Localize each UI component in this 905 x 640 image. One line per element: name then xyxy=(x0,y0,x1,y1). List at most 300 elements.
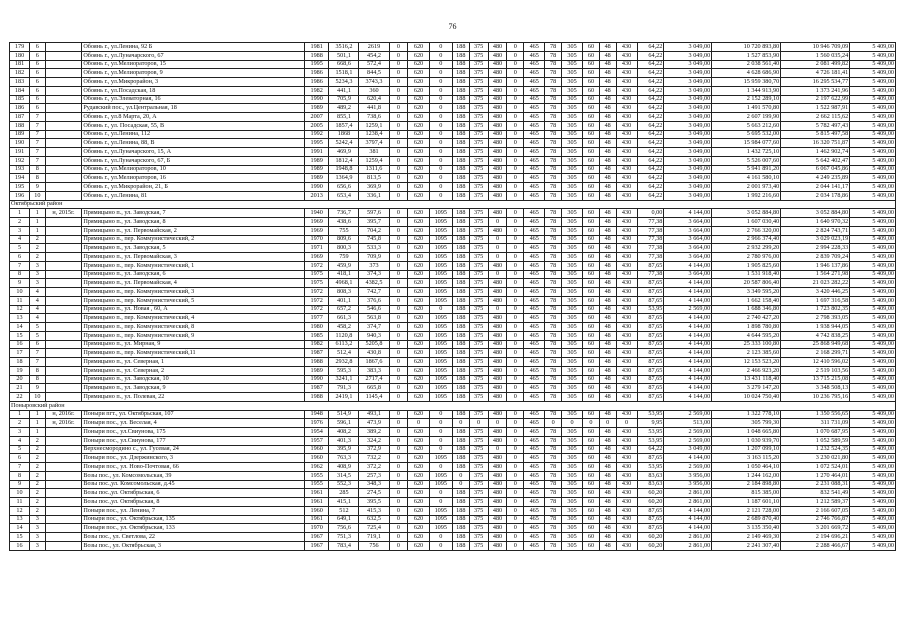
table-cell: 620 xyxy=(408,541,429,550)
table-cell: 430 xyxy=(616,69,637,78)
table-cell: 0 xyxy=(507,86,524,95)
table-cell: 454,2 xyxy=(359,51,389,60)
table-cell: 10 xyxy=(30,393,46,402)
table-row xyxy=(10,454,896,463)
table-cell: 0 xyxy=(408,419,429,428)
table-cell: 19 xyxy=(10,366,30,375)
table-cell: 375 xyxy=(469,384,488,393)
table-cell: 480 xyxy=(488,156,507,165)
table-cell: 1095 xyxy=(429,393,452,402)
table-cell: 78 xyxy=(545,515,562,524)
table-cell: 194 xyxy=(10,174,30,183)
table-cell: 3 201 669,72 xyxy=(781,524,850,533)
table-cell: 64,22 xyxy=(637,69,664,78)
table-cell: 48 xyxy=(599,43,616,52)
table-cell: 60 xyxy=(583,515,600,524)
table-cell: 620 xyxy=(408,436,429,445)
table-cell: 60 xyxy=(583,148,600,157)
table-cell: 188 xyxy=(452,244,469,253)
table-cell: 620 xyxy=(408,191,429,200)
table-cell: 480 xyxy=(488,471,507,480)
table-cell: 0 xyxy=(429,419,452,428)
table-cell: 5 409,00 xyxy=(850,314,896,323)
table-cell: 480 xyxy=(488,428,507,437)
table-cell: 469,9 xyxy=(329,148,359,157)
table-cell: 0 xyxy=(389,279,408,288)
table-cell: 2 966 374,40 xyxy=(712,235,781,244)
table-cell: 465 xyxy=(524,419,545,428)
table-cell: 64,22 xyxy=(637,130,664,139)
table-row xyxy=(10,419,896,428)
table-cell: 501,1 xyxy=(329,51,359,60)
table-cell: 305 xyxy=(561,323,582,332)
table-cell: 653,4 xyxy=(329,191,359,200)
table-cell: 756,6 xyxy=(329,524,359,533)
table-cell: 0 xyxy=(389,480,408,489)
table-cell: 3 049,00 xyxy=(664,86,712,95)
table-cell: 191 xyxy=(10,148,30,157)
table-row xyxy=(10,524,896,533)
table-cell: 21 xyxy=(10,384,30,393)
table-cell: 305 xyxy=(561,139,582,148)
table-cell: 480 xyxy=(488,148,507,157)
table-cell: 1988 xyxy=(304,51,328,60)
table-cell: 0 xyxy=(507,226,524,235)
table-cell: 305 xyxy=(561,209,582,218)
table-cell: 78 xyxy=(545,349,562,358)
table-cell: 1 344 913,90 xyxy=(712,86,781,95)
table-cell: 87,65 xyxy=(637,393,664,402)
table-cell: 0 xyxy=(389,86,408,95)
table-cell: 48 xyxy=(599,51,616,60)
table-cell: 188 xyxy=(452,86,469,95)
table-cell: 620 xyxy=(408,69,429,78)
table-cell: 5 409,00 xyxy=(850,524,896,533)
table-cell: 60 xyxy=(583,445,600,454)
table-cell: 64,22 xyxy=(637,113,664,122)
table-cell: 3 230 021,80 xyxy=(781,454,850,463)
table-cell: 188 xyxy=(452,358,469,367)
table-cell: 465 xyxy=(524,218,545,227)
table-row xyxy=(10,340,896,349)
table-cell: 78 xyxy=(545,261,562,270)
table-cell: 1 xyxy=(10,410,30,419)
table-row xyxy=(10,218,896,227)
table-cell: 5 409,00 xyxy=(850,95,896,104)
table-cell: 1 232 524,35 xyxy=(781,445,850,454)
table-cell: 0 xyxy=(429,113,452,122)
table-cell xyxy=(45,218,82,227)
table-cell: 1 xyxy=(30,428,46,437)
table-cell: 78 xyxy=(545,253,562,262)
table-cell xyxy=(45,183,82,192)
table-cell: 0 xyxy=(429,104,452,113)
table-cell: 0 xyxy=(389,139,408,148)
table-cell: 4 144,00 xyxy=(664,296,712,305)
table-cell: 1991 xyxy=(304,148,328,157)
table-cell: 430 xyxy=(616,410,637,419)
table-cell: 78 xyxy=(545,498,562,507)
table-cell: 305 xyxy=(561,445,582,454)
table-cell xyxy=(45,436,82,445)
table-cell: 430 xyxy=(616,331,637,340)
table-cell: 48 xyxy=(599,358,616,367)
address-cell: Прямицыно п., ул. Первомайская, 3 xyxy=(82,253,305,262)
address-cell: Обоянь г., ул.Элеваторная, 16 xyxy=(82,95,305,104)
table-cell: 7 xyxy=(30,156,46,165)
table-cell: 3 xyxy=(30,279,46,288)
table-cell: 5 782 497,43 xyxy=(781,121,850,130)
table-cell: 375 xyxy=(469,183,488,192)
table-cell: 4 144,00 xyxy=(664,515,712,524)
section-title: Поныровский район xyxy=(10,401,896,410)
table-cell xyxy=(45,524,82,533)
table-cell: 430 xyxy=(616,506,637,515)
table-cell: 48 xyxy=(599,270,616,279)
table-cell: 430 xyxy=(616,95,637,104)
table-cell: 465 xyxy=(524,533,545,542)
table-cell: 480 xyxy=(488,43,507,52)
table-cell: 2932,8 xyxy=(329,358,359,367)
table-cell: 60 xyxy=(583,191,600,200)
table-cell: 2 241 307,40 xyxy=(712,541,781,550)
table-cell: 375 xyxy=(469,156,488,165)
table-cell: 60 xyxy=(583,253,600,262)
table-cell: 375 xyxy=(469,498,488,507)
table-cell: 809,6 xyxy=(329,235,359,244)
table-cell: 665,8 xyxy=(359,384,389,393)
table-cell: 77,38 xyxy=(637,218,664,227)
table-cell: 480 xyxy=(488,104,507,113)
table-cell: 480 xyxy=(488,86,507,95)
table-cell: 3 163 115,20 xyxy=(712,454,781,463)
table-cell: 305 xyxy=(561,331,582,340)
table-cell: 480 xyxy=(488,113,507,122)
table-cell: 2 861,00 xyxy=(664,533,712,542)
table-cell: 441,1 xyxy=(329,86,359,95)
table-cell: 5 941 891,20 xyxy=(712,165,781,174)
table-cell: 3 049,00 xyxy=(664,104,712,113)
table-cell: 187 xyxy=(10,113,30,122)
table-cell: 5 409,00 xyxy=(850,218,896,227)
table-cell: 60 xyxy=(583,498,600,507)
table-cell: 6 067 045,86 xyxy=(781,165,850,174)
table-cell: 1977 xyxy=(304,314,328,323)
table-cell: 0 xyxy=(429,533,452,542)
table-cell: 375 xyxy=(469,279,488,288)
table-row xyxy=(10,235,896,244)
table-cell: 1969 xyxy=(304,226,328,235)
table-cell xyxy=(45,384,82,393)
table-cell: 87,65 xyxy=(637,323,664,332)
table-cell: 2 xyxy=(30,480,46,489)
table-cell: 78 xyxy=(545,86,562,95)
table-row xyxy=(10,226,896,235)
table-cell: 0 xyxy=(389,78,408,87)
table-cell xyxy=(45,366,82,375)
table-cell: 188 xyxy=(452,60,469,69)
table-cell: 305 xyxy=(561,366,582,375)
table-cell: 0 xyxy=(389,113,408,122)
table-cell: 0 xyxy=(507,130,524,139)
table-row xyxy=(10,463,896,472)
table-cell: 2 194 696,21 xyxy=(781,533,850,542)
table-cell: 3 664,00 xyxy=(664,235,712,244)
housing-table xyxy=(9,42,896,551)
table-cell: 2 xyxy=(30,436,46,445)
address-cell: Обоянь г., ул. Посадская, 55, В xyxy=(82,121,305,130)
table-cell xyxy=(45,165,82,174)
table-cell: 408,2 xyxy=(329,428,359,437)
table-cell: 0 xyxy=(561,419,582,428)
table-cell: 48 xyxy=(599,139,616,148)
table-cell: 48 xyxy=(599,471,616,480)
table-cell: 832 541,49 xyxy=(781,489,850,498)
address-cell: Верхнесмородино с., ул. Гусевая, 24 xyxy=(82,445,305,454)
table-cell: 2 xyxy=(10,419,30,428)
table-cell: 430 xyxy=(616,384,637,393)
table-cell: 1095 xyxy=(429,244,452,253)
table-cell: 0 xyxy=(429,428,452,437)
table-cell: 375 xyxy=(469,506,488,515)
table-cell: 3 049,00 xyxy=(664,51,712,60)
table-cell: 751,3 xyxy=(329,533,359,542)
table-cell: 305 xyxy=(561,384,582,393)
table-row xyxy=(10,244,896,253)
table-cell: 3 xyxy=(30,533,46,542)
table-cell: 64,22 xyxy=(637,445,664,454)
table-cell: 0 xyxy=(389,393,408,402)
table-cell: 1 946 137,86 xyxy=(781,261,850,270)
table-cell: 2 569,00 xyxy=(664,436,712,445)
table-row xyxy=(10,130,896,139)
table-cell: 546,6 xyxy=(359,305,389,314)
table-cell: 48 xyxy=(599,69,616,78)
table-cell: 9,95 xyxy=(637,419,664,428)
table-cell: 783,4 xyxy=(329,541,359,550)
table-cell: 1095 xyxy=(429,296,452,305)
table-cell xyxy=(45,296,82,305)
table-cell: 0 xyxy=(389,270,408,279)
table-cell: 0 xyxy=(429,489,452,498)
table-cell: 4968,1 xyxy=(329,279,359,288)
table-row xyxy=(10,209,896,218)
table-cell: 0 xyxy=(507,253,524,262)
table-cell: 78 xyxy=(545,366,562,375)
address-cell: Поныри пос., ул. Ленина, 7 xyxy=(82,506,305,515)
table-cell: 465 xyxy=(524,165,545,174)
table-cell: 465 xyxy=(524,270,545,279)
table-cell: 60 xyxy=(583,323,600,332)
table-row xyxy=(10,69,896,78)
address-cell: Прямицыно п., пер. Коммунистический, 2 xyxy=(82,235,305,244)
table-cell: 620 xyxy=(408,78,429,87)
table-cell xyxy=(45,533,82,542)
table-cell: 2419,1 xyxy=(329,393,359,402)
table-cell: 415,3 xyxy=(359,506,389,515)
table-cell: 60 xyxy=(583,113,600,122)
table-cell: 1986 xyxy=(304,78,328,87)
table-cell: 5 642 402,47 xyxy=(781,156,850,165)
table-cell: 0 xyxy=(507,113,524,122)
table-cell: 87,65 xyxy=(637,340,664,349)
table-cell: 1120,8 xyxy=(329,331,359,340)
table-cell: 305 xyxy=(561,541,582,550)
table-cell: 465 xyxy=(524,121,545,130)
table-row xyxy=(10,139,896,148)
table-cell: 0 xyxy=(389,209,408,218)
table-cell: 3 052 884,80 xyxy=(781,209,850,218)
table-cell: 465 xyxy=(524,296,545,305)
table-cell: 1 212 589,37 xyxy=(781,498,850,507)
address-cell: Прямицыно п., пер. Коммунистический, 9 xyxy=(82,331,305,340)
table-cell: 465 xyxy=(524,314,545,323)
table-cell: 64,22 xyxy=(637,156,664,165)
table-cell: 64,22 xyxy=(637,121,664,130)
table-cell: 1095 xyxy=(429,261,452,270)
table-cell: 1 522 987,91 xyxy=(781,104,850,113)
table-cell: 1 xyxy=(30,226,46,235)
table-cell: 2 288 466,67 xyxy=(781,541,850,550)
table-cell: 480 xyxy=(488,515,507,524)
table-cell: 375 xyxy=(469,209,488,218)
table-cell: 3 xyxy=(10,428,30,437)
table-cell: 78 xyxy=(545,113,562,122)
table-cell: 375 xyxy=(469,60,488,69)
table-cell: 480 xyxy=(488,209,507,218)
table-cell: 0 xyxy=(429,165,452,174)
table-cell: 305 xyxy=(561,235,582,244)
table-cell: 742,7 xyxy=(359,288,389,297)
table-cell: 0 xyxy=(389,305,408,314)
table-cell: 3 xyxy=(30,524,46,533)
table-cell: 0 xyxy=(389,174,408,183)
table-cell: 9 xyxy=(30,384,46,393)
table-cell: 480 xyxy=(488,436,507,445)
table-cell: 940,3 xyxy=(359,331,389,340)
table-cell: 620 xyxy=(408,253,429,262)
table-cell: 3 279 147,20 xyxy=(712,384,781,393)
table-cell: 430 xyxy=(616,261,637,270)
table-cell: 375 xyxy=(469,454,488,463)
table-cell: 7 xyxy=(30,130,46,139)
table-cell: 48 xyxy=(599,113,616,122)
table-cell: 1259,4 xyxy=(359,156,389,165)
table-cell: 1 xyxy=(30,218,46,227)
table-cell xyxy=(45,226,82,235)
table-cell: 5 409,00 xyxy=(850,288,896,297)
table-cell: 4 144,00 xyxy=(664,524,712,533)
table-cell: 7 xyxy=(30,139,46,148)
table-cell: 465 xyxy=(524,471,545,480)
table-cell xyxy=(45,51,82,60)
table-cell: 465 xyxy=(524,253,545,262)
table-cell xyxy=(45,288,82,297)
table-cell: 188 xyxy=(452,288,469,297)
table-cell: 0 xyxy=(389,524,408,533)
table-cell: 430 xyxy=(616,218,637,227)
table-cell: 53,95 xyxy=(637,410,664,419)
table-cell: 305 xyxy=(561,410,582,419)
table-cell: 78 xyxy=(545,384,562,393)
table-cell: 64,22 xyxy=(637,43,664,52)
table-cell: 480 xyxy=(488,191,507,200)
table-cell: 5 409,00 xyxy=(850,323,896,332)
table-cell: 11 xyxy=(10,296,30,305)
table-cell: 5242,4 xyxy=(329,139,359,148)
table-cell: 5 409,00 xyxy=(850,51,896,60)
table-cell: 0 xyxy=(389,489,408,498)
table-cell: 480 xyxy=(488,314,507,323)
table-cell: 465 xyxy=(524,209,545,218)
table-cell: 87,65 xyxy=(637,524,664,533)
table-cell: 401,1 xyxy=(329,296,359,305)
address-cell: Прямицыно п., ул. Заводская, 7 xyxy=(82,209,305,218)
table-cell: 3 xyxy=(30,515,46,524)
table-cell: 661,3 xyxy=(329,314,359,323)
table-cell: 0 xyxy=(507,174,524,183)
table-cell: 4 144,00 xyxy=(664,340,712,349)
table-cell: 5205,8 xyxy=(359,340,389,349)
table-cell: 0 xyxy=(389,323,408,332)
table-cell: 60 xyxy=(583,428,600,437)
table-cell: 5 409,00 xyxy=(850,428,896,437)
section-header-row xyxy=(10,200,896,209)
table-cell: 78 xyxy=(545,471,562,480)
address-cell: Поныри пос., ул. Октябрьская, 133 xyxy=(82,524,305,533)
table-cell: 1095 xyxy=(429,375,452,384)
table-cell: 48 xyxy=(599,244,616,253)
table-cell: 620 xyxy=(408,331,429,340)
table-cell: 719,1 xyxy=(359,533,389,542)
table-cell: 0 xyxy=(507,209,524,218)
table-cell: 1095 xyxy=(429,515,452,524)
table-cell: 7 xyxy=(30,358,46,367)
table-cell: 60 xyxy=(583,86,600,95)
table-cell: 2 121 728,00 xyxy=(712,506,781,515)
table-cell: 0 xyxy=(507,139,524,148)
table-row xyxy=(10,314,896,323)
table-cell: 5 409,00 xyxy=(850,349,896,358)
table-cell: 60 xyxy=(583,174,600,183)
table-cell: 87,65 xyxy=(637,296,664,305)
table-cell: 465 xyxy=(524,148,545,157)
table-cell: 459,9 xyxy=(329,261,359,270)
table-cell: 305 xyxy=(561,463,582,472)
table-cell: 1972 xyxy=(304,305,328,314)
table-cell xyxy=(45,86,82,95)
table-cell: 2 932 299,20 xyxy=(712,244,781,253)
table-cell: 480 xyxy=(488,533,507,542)
table-cell: 60 xyxy=(583,340,600,349)
table-cell: 188 xyxy=(452,78,469,87)
table-cell: 64,22 xyxy=(637,78,664,87)
table-cell: 620 xyxy=(408,489,429,498)
table-cell: 620 xyxy=(408,288,429,297)
table-cell: 597,6 xyxy=(359,209,389,218)
table-cell: 78 xyxy=(545,174,562,183)
table-cell: 4 644 595,20 xyxy=(712,331,781,340)
table-cell: 430 xyxy=(616,480,637,489)
table-cell: 10 236 795,16 xyxy=(781,393,850,402)
table-cell: 48 xyxy=(599,104,616,113)
table-cell: 465 xyxy=(524,174,545,183)
address-cell: Поныри пос., ул. Веселая, 4 xyxy=(82,419,305,428)
table-cell: 360 xyxy=(359,86,389,95)
table-cell: 0 xyxy=(429,95,452,104)
table-cell xyxy=(45,148,82,157)
table-cell: 0 xyxy=(389,253,408,262)
